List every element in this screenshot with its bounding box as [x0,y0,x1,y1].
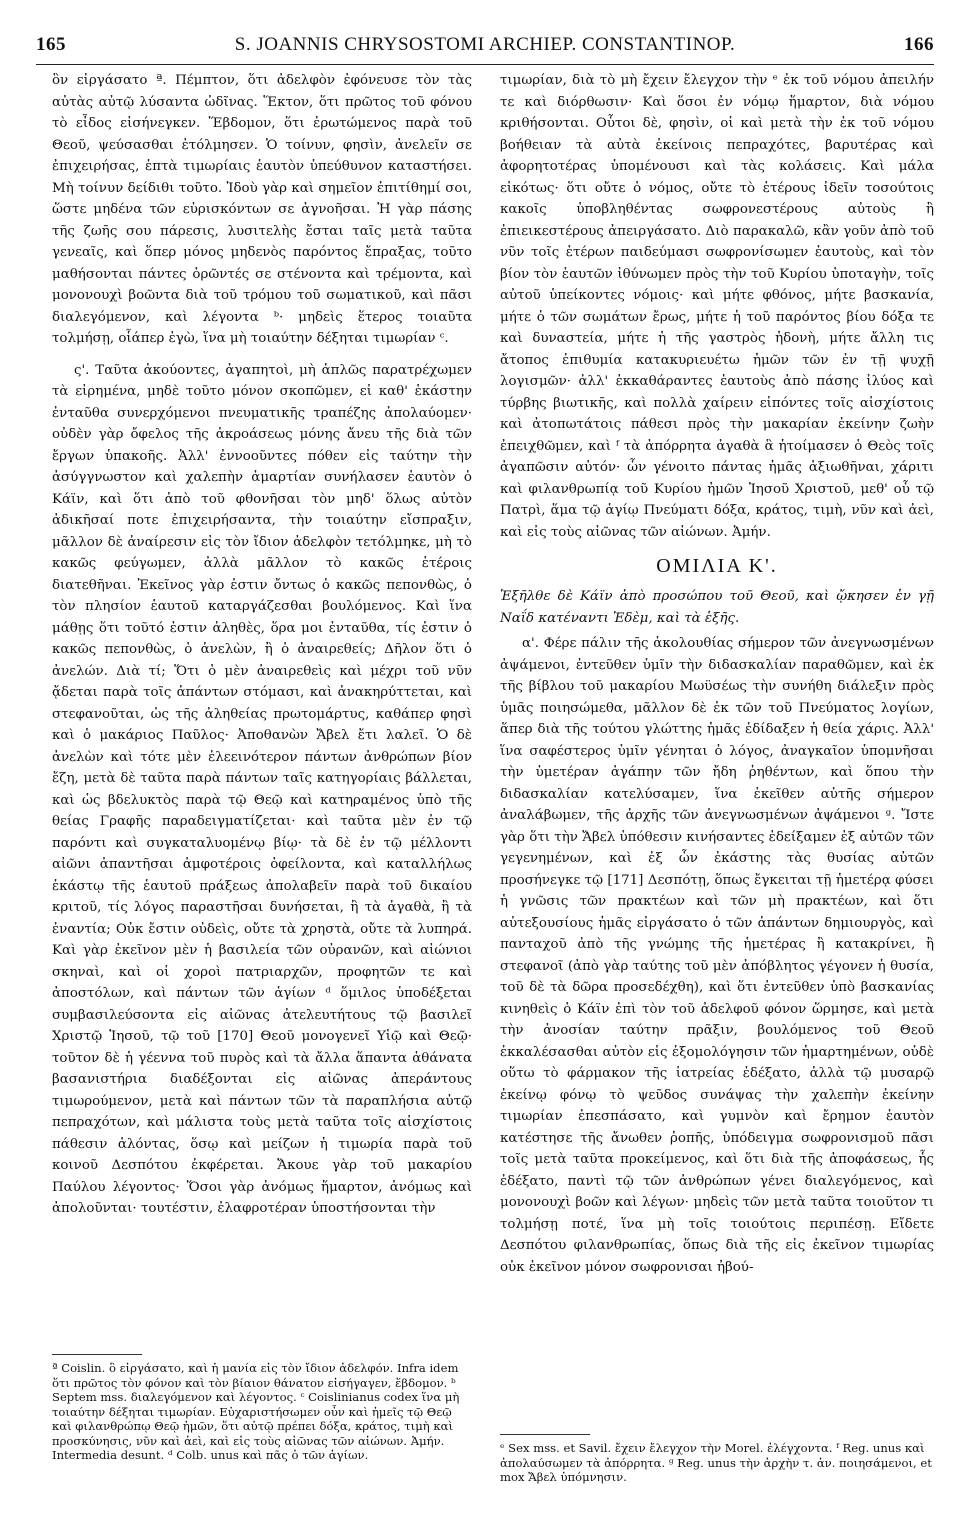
footnote-rule [52,1354,142,1355]
left-paragraph-1: ὃν εἰργάσατο ª. Πέμπτον, ὅτι ἀδελφὸν ἐφόνευσε τὸν τὰς αὐτὰς αὐτῷ λύσαντα ὠδῖνας. Ἕκτον, ὅτι πρῶτος τοῦ φόνου τὸ εἶδος εἰσήνεγκεν. Ἕβδομον, ὅτι ἐρωτώμενος παρὰ τοῦ Θεοῦ, ψεύσασθαι ἐτόλμησεν. Ὁ τοίνυν, φησὶν, ἀνελεῖν σε ἐπιχειρήσας, ἑπτὰ τιμωρίαις ἑαυτὸν ὑπεύθυνον καταστήσει. Μὴ τοίνυν δείδιθι τοῦτο. Ἰδοὺ γὰρ καὶ σημεῖον ἐπιτίθημί σοι, ὥστε μηδένα τῶν εὑρισκόντων σε ἀγνοῆσαι. Ἡ γὰρ πάσης τῆς ζωῆς σου πάρεσις, λυσιτελὴς ἔσται ταῖς μετὰ ταῦτα γενεαῖς, καὶ ὅπερ μόνος μηδενὸς παρόντος ἔπραξας, τοῦτο μαθήσονται πάντες ὁρῶντές σε στένοντα καὶ τρέμοντα, καὶ μονονουχὶ βοῶντα διὰ τοῦ τρόμου τοῦ σωματικοῦ, καὶ πᾶσι διαλεγόμενον, καὶ λέγοντα ᵇ· μηδεὶς ἕτερος τοιαῦτα τολμήσῃ, οἷάπερ ἐγὼ, ἵνα μὴ τοιαύτην δέξηται τιμωρίαν ᶜ. [52,73,472,346]
homily-title: ΟΜΙΛΙΑ Κ'. [656,555,778,577]
right-footnote-text: ᵉ Sex mss. et Savil. ἔχειν ἔλεγχον τὴν Morel. ἐλέγχοντα. ᶠ Reg. unus καὶ ἀπολαύσωμεν τὰ ἀπόρρητα. ᵍ Reg. unus τὴν ἀρχὴν τ. ἀν. ποιησάμενοι, et mox Ἄβελ ὑπόμνησιν. [500,1441,932,1484]
left-footnotes [52,1354,472,1463]
running-title: S. JOANNIS CHRYSOSTOMI ARCHIEP. CONSTANTINOP. [234,34,736,55]
homily-intro: Ἐξῆλθε δὲ Κάϊν ἀπὸ προσώπου τοῦ Θεοῦ, καὶ ᾤκησεν ἐν γῇ Ναΐδ κατέναντι Ἐδὲμ, καὶ τὰ ἑξῆς. [500,589,934,626]
page-number-right: 166 [904,34,934,55]
right-paragraph-2: α'. Φέρε πάλιν τῆς ἀκολουθίας σήμερον τῶν ἀνεγνωσμένων ἀψάμενοι, ἐντεῦθεν ὑμῖν τὴν διδασκαλίαν παραθῶμεν, καὶ ἐκ τῆς βίβλου τοῦ μακαρίου Μωϋσέως τὴν συνήθη διάλεξιν πρὸς ὑμᾶς ποιησώμεθα, μᾶλλον δὲ ἐκ τῶν τοῦ Πνεύματος λογίων, ἅπερ διὰ τῆς τούτου γλώττης ἡμᾶς ἐδίδαξεν ἡ θεία χάρις. Ἀλλ' ἵνα σαφέστερος ὑμῖν γένηται ὁ λόγος, ἀναγκαῖον ὑπομνῆσαι τὴν ὑμετέραν ἀγάπην τῶν ἤδη ῥηθέντων, καὶ ὅπου τὴν διδασκαλίαν κατελύσαμεν, ἵνα ἐκεῖθεν αὐτῆς σήμερον ἀναλάβωμεν, τῆς ἀρχῆς τῶν ἀνεγνωσμένων ἀψάμενοι ᵍ. Ἴστε γὰρ ὅτι τὴν Ἄβελ ὑπόθεσιν κινήσαντες ἐδείξαμεν ἐξ αὐτῶν τῶν γεγενημένων, καὶ ἐξ ὧν ἐκάστης τὰς θυσίας αὐτῶν προσήνεγκε τῷ [171] Δεσπότῃ, ὅπως ἔγκειται τῇ ἡμετέρᾳ φύσει ἡ γνῶσις τῶν πρακτέων καὶ τῶν μὴ πρακτέων, καὶ ὅτι αὐτεξουσίους ἡμᾶς εἰργάσατο ὁ τῶν ἁπάντων δημιουργὸς, καὶ πανταχοῦ ἀπὸ τῆς γνώμης τῆς ἡμετέρας ἢ κατακρίνει, ἢ στεφανοῖ (ἀπὸ γὰρ ταύτης τοῦ μὲν ἀπόβλητος γέγονεν ἡ θυσία, τοῦ δὲ τὰ δῶρα προσεδέχθη), καὶ ὅτι ἐντεῦθεν ὑπὸ βασκανίας κινηθεὶς ὁ Κάϊν ἐπὶ τὸν τοῦ ἀδελφοῦ φόνον ὥρμησε, καὶ μετὰ τὴν ἀνοσίαν ταύτην πρᾶξιν, βουλόμενος τοῦ Θεοῦ ἐκκαλέσασθαι αὐτὸν εἰς ἐξομολόγησιν τῶν ἡμαρτημένων, οὐδὲ οὕτω τὸ φάρμακον τῆς ἰατρείας ἐδέξατο, ἀλλὰ τῷ μυσαρῷ ἐκείνῳ φόνῳ τὸ ψεῦδος συνάψας τὴν χαλεπὴν ἐκείνην τιμωρίαν ἐπεσπάσατο, καὶ γυμνὸν καὶ ἔρημον ἑαυτὸν κατέστησε τῆς ἄνωθεν ῥοπῆς, ὑπόδειγμα σωφρονισμοῦ πᾶσι τοῖς μετὰ ταῦτα προκείμενος, καὶ ὅτι διὰ τῆς ἀποφάσεως, ἧς ἐδέξατο, παντὶ τῷ τῶν ἀνθρώπων γένει διαλεγόμενος, καὶ μονονουχὶ βοῶν καὶ λέγων· μηδεὶς τῶν μετὰ ταῦτα τοιοῦτον τι τολμήσῃ ποτέ, ἵνα μὴ τοῖς τοιούτοις περιπέσῃ. Εἴδετε Δεσπότου φιλανθρωπίας, ὅπως διὰ τῆς εἰς ἐκεῖνον τιμωρίας οὐκ ἐκεῖνον μόνον σωφρονισαι ἠβού- [500,636,934,1275]
right-paragraph-1: τιμωρίαν, διὰ τὸ μὴ ἔχειν ἔλεγχον τὴν ᵉ ἐκ τοῦ νόμου ἀπειλήν τε καὶ διόρθωσιν· Καὶ ὅσοι ἐν νόμῳ ἥμαρτον, διὰ νόμου κριθήσονται. Οὗτοι δὲ, φησὶν, οἱ καὶ μετὰ τὴν ἐκ τοῦ νόμου βοήθειαν τὰ αὐτὰ ἐκείνοις πεπραχότες, βαρυτέρας καὶ ἀφορητοτέρας ὑπομένουσι καὶ τὰς κολάσεις. Καὶ μάλα εἰκότως· ὅτι οὔτε ὁ νόμος, οὔτε τὸ ἑτέρους ἰδεῖν τοσούτοις κακοῖς ὑποβληθέντας σωφρονεστέρους αὐτοὺς ἢ ἐπιεικεστέρους ἀπειργάσατο. Διὸ παρακαλῶ, κἂν γοῦν ἀπὸ τοῦ νῦν τοῖς ἑτέρων παιδεύμασι σωφρονίσωμεν ἑαυτοὺς, καὶ τὸν βίον τὸν ἑαυτῶν ἰθύνωμεν πρὸς τὴν τοῦ Κυρίου ὑποταγὴν, τοῖς αὐτοῦ ὑπείκοντες νόμοις· καὶ μήτε φθόνος, μήτε βασκανία, μήτε ὁ τῶν σωμάτων ἔρως, μήτε ἡ τοῦ παρόντος βίου δόξα τε καὶ δυναστεία, μήτε ἡ τῆς γαστρὸς ἡδονὴ, μήτε ἄλλη τις ἄτοπος ἐπιθυμία κατακυριευέτω ἡμῶν τῶν ἐν τῇ ψυχῇ λογισμῶν· ἀλλ' ἐκκαθάραντες ἑαυτοὺς ἀπὸ πάσης ἰλύος καὶ τύρβης βιωτικῆς, καὶ πολλὰ χαίρειν εἰπόντες τοῖς αἰσχίστοις καὶ ἀτοπωτάτοις πάθεσι πρὸς τὴν μακαρίαν ἐκείνην ζωὴν ἐπειχθῶμεν, καὶ ᶠ τὰ ἀπόρρητα ἀγαθὰ ἃ ἡτοίμασεν ὁ Θεὸς τοῖς ἀγαπῶσιν αὐτόν· ὧν γένοιτο πάντας ἡμᾶς ἀξιωθῆναι, χάριτι καὶ φιλανθρωπίᾳ τοῦ Κυρίου ἡμῶν Ἰησοῦ Χριστοῦ, μεθ' οὗ τῷ Πατρὶ, ἅμα τῷ ἁγίῳ Πνεύματι δόξα, κράτος, τιμὴ, νῦν καὶ ἀεὶ, καὶ εἰς τοὺς αἰῶνας τῶν αἰώνων. Ἀμήν. [500,73,934,540]
page-number-left: 165 [36,34,66,55]
left-column [52,70,472,1220]
right-column [500,70,934,1278]
left-footnote-text: ª Coislin. ὃ εἰργάσατο, καὶ ἡ μανία εἰς τὸν ἴδιον ἀδελφόν. Infra idem ὅτι πρῶτος τὸν φόνον καὶ τὸν βίαιον θάνατον εἰσήγαγεν, ἕβδομον. ᵇ Septem mss. διαλεγόμενον καὶ λέγοντος. ᶜ Coislinianus codex ἵνα μὴ τοιαύτην δέξηται τιμωρίαν. Εὐχαριστήσωμεν οὖν καὶ ἡμεῖς τῷ Θεῷ καὶ φιλανθρώπῳ Θεῷ ἡμῶν, ὅτι αὐτῷ πρέπει δόξα, κράτος, τιμὴ καὶ προσκύνησις, νῦν καὶ ἀεὶ, καὶ εἰς τοὺς αἰῶνας τῶν αἰώνων. Ἀμήν. Intermedia desunt. ᵈ Colb. unus καὶ πᾶς ὁ τῶν ἁγίων. [52,1361,460,1462]
footnote-rule [500,1434,590,1435]
right-footnotes [500,1434,934,1485]
left-paragraph-2: ς'. Ταῦτα ἀκούοντες, ἀγαπητοὶ, μὴ ἁπλῶς παρατρέχωμεν τὰ εἰρημένα, μηδὲ τοῦτο μόνον σκοπῶμεν, εἰ καθ' ἑκάστην ἐνταῦθα συνερχόμενοι πνευματικῆς τραπέζης ἀπολαύομεν· οὐδὲν γὰρ ὄφελος τῆς ἀκροάσεως μόνης ἄνευ τῆς διὰ τῶν ἔργων ὑπακοῆς. Ἀλλ' ἐννοοῦντες πόθεν εἰς ταύτην τὴν ἀσύγγνωστον καὶ χαλεπὴν ἁμαρτίαν συνήλασεν ἑαυτὸν ὁ Κάϊν, καὶ ὅτι ἀπὸ τοῦ φθονῆσαι τὸν μηδ' ὅλως αὐτὸν ἀδικῆσαί ποτε ἐπιχειρήσαντα, τὴν τοιαύτην εἴσπραξιν, μᾶλλον δὲ ἀναίρεσιν εἰς τὸν ἴδιον ἀδελφὸν τετόλμηκε, μὴ τὸ κακῶς φεύγωμεν, ἀλλὰ μᾶλλον τὸ κακῶς ἑτέροις διατεθῆναι. Ἐκεῖνος γὰρ ἐστιν ὄντως ὁ κακῶς πεπονθὼς, ὁ τὸν πλησίον ἑαυτοῦ καταργάζεσθαι βουλόμενος. Καὶ ἵνα μάθῃς ὅτι τοῦτό ἐστιν ἀληθὲς, ὅρα μοι ἐνταῦθα, τίς ἐστιν ὁ κακῶς πεπονθὼς, ὁ ἀνελὼν, ἢ ὁ ἀναιρεθείς; Δῆλον ὅτι ὁ ἀνελών. Διὰ τί; Ὅτι ὁ μὲν ἀναιρεθεὶς καὶ μέχρι τοῦ νῦν ᾄδεται παρὰ τοῖς ἁπάντων στόμασι, καὶ ἀνακηρύττεται, καὶ στεφανοῦται, ὡς τῆς ἀληθείας πρωτομάρτυς, καθάπερ φησὶ καὶ ὁ μακάριος Παῦλος· Ἀποθανὼν Ἄβελ ἔτι λαλεῖ. Ὁ δὲ ἀνελὼν καὶ τότε μὲν ἐλεεινότερον πάντων ἀνθρώπων βίον ἔζη, μετὰ δὲ ταῦτα παρὰ πάντων ταῖς κατηγορίαις βάλλεται, καὶ ὡς βδελυκτὸς παρὰ τῷ Θεῷ καὶ κατηραμένος ὑπὸ τῆς θείας Γραφῆς παραδειγματίζεται· καὶ ταῦτα μὲν ἐν τῷ παρόντι καὶ συγκαταλυομένῳ βίῳ· τὰ δὲ ἐν τῷ μέλλοντι αἰῶνι ἀπαντῆσαι ἀμφοτέροις ὀφείλοντα, καὶ καταλλήλως ἑκάστῳ τῆς ἑαυτοῦ πράξεως ἀπολαβεῖν παρὰ τοῦ δικαίου κριτοῦ, τίς λόγος παραστῆσαι δυνήσεται, ἢ τὰ ἀγαθὰ, ἢ τὰ ἐναντία; Οὐκ ἔστιν οὐδεὶς, οὔτε τὰ χρηστὰ, οὔτε τὰ λυπηρά. Καὶ γὰρ ἐκεῖνον μὲν ἡ βασιλεία τῶν οὐρανῶν, καὶ αἰώνιοι σκηναὶ, καὶ οἱ χοροὶ πατριαρχῶν, προφητῶν τε καὶ ἀποστόλων, καὶ πάντων τῶν ἁγίων ᵈ ὅμιλος ὑποδέξεται συμβασιλεύσοντα εἰς αἰῶνας ἀτελευτήτους τῷ βασιλεῖ Χριστῷ Ἰησοῦ, τῷ τοῦ [170] Θεοῦ μονογενεῖ Υἱῷ καὶ Θεῷ· τοῦτον δὲ ἡ γέεννα τοῦ πυρὸς καὶ τὰ ἄλλα ἅπαντα ἀθάνατα βασανιστήρια διαδέξονται εἰς αἰῶνας ἀπεράντους τιμωρούμενον, μετὰ καὶ πάντων τῶν τὰ παραπλήσια αὐτῷ πεπραχότων, καὶ μάλιστα τοὺς μετὰ ταῦτα τοῖς αἰσχίστοις πάθεσιν ἁλόντας, ὅσῳ καὶ μείζων ἡ τιμωρία παρὰ τοῦ κοινοῦ Δεσπότου ἐκφέρεται. Ἄκουε γὰρ τοῦ μακαρίου Παύλου λέγοντος· Ὅσοι γὰρ ἀνόμως ἥμαρτον, ἀνόμως καὶ ἀπολοῦνται· τουτέστιν, ἐλαφροτέραν ὑποστήσονται τὴν [52,362,472,1216]
running-header [36,34,934,65]
